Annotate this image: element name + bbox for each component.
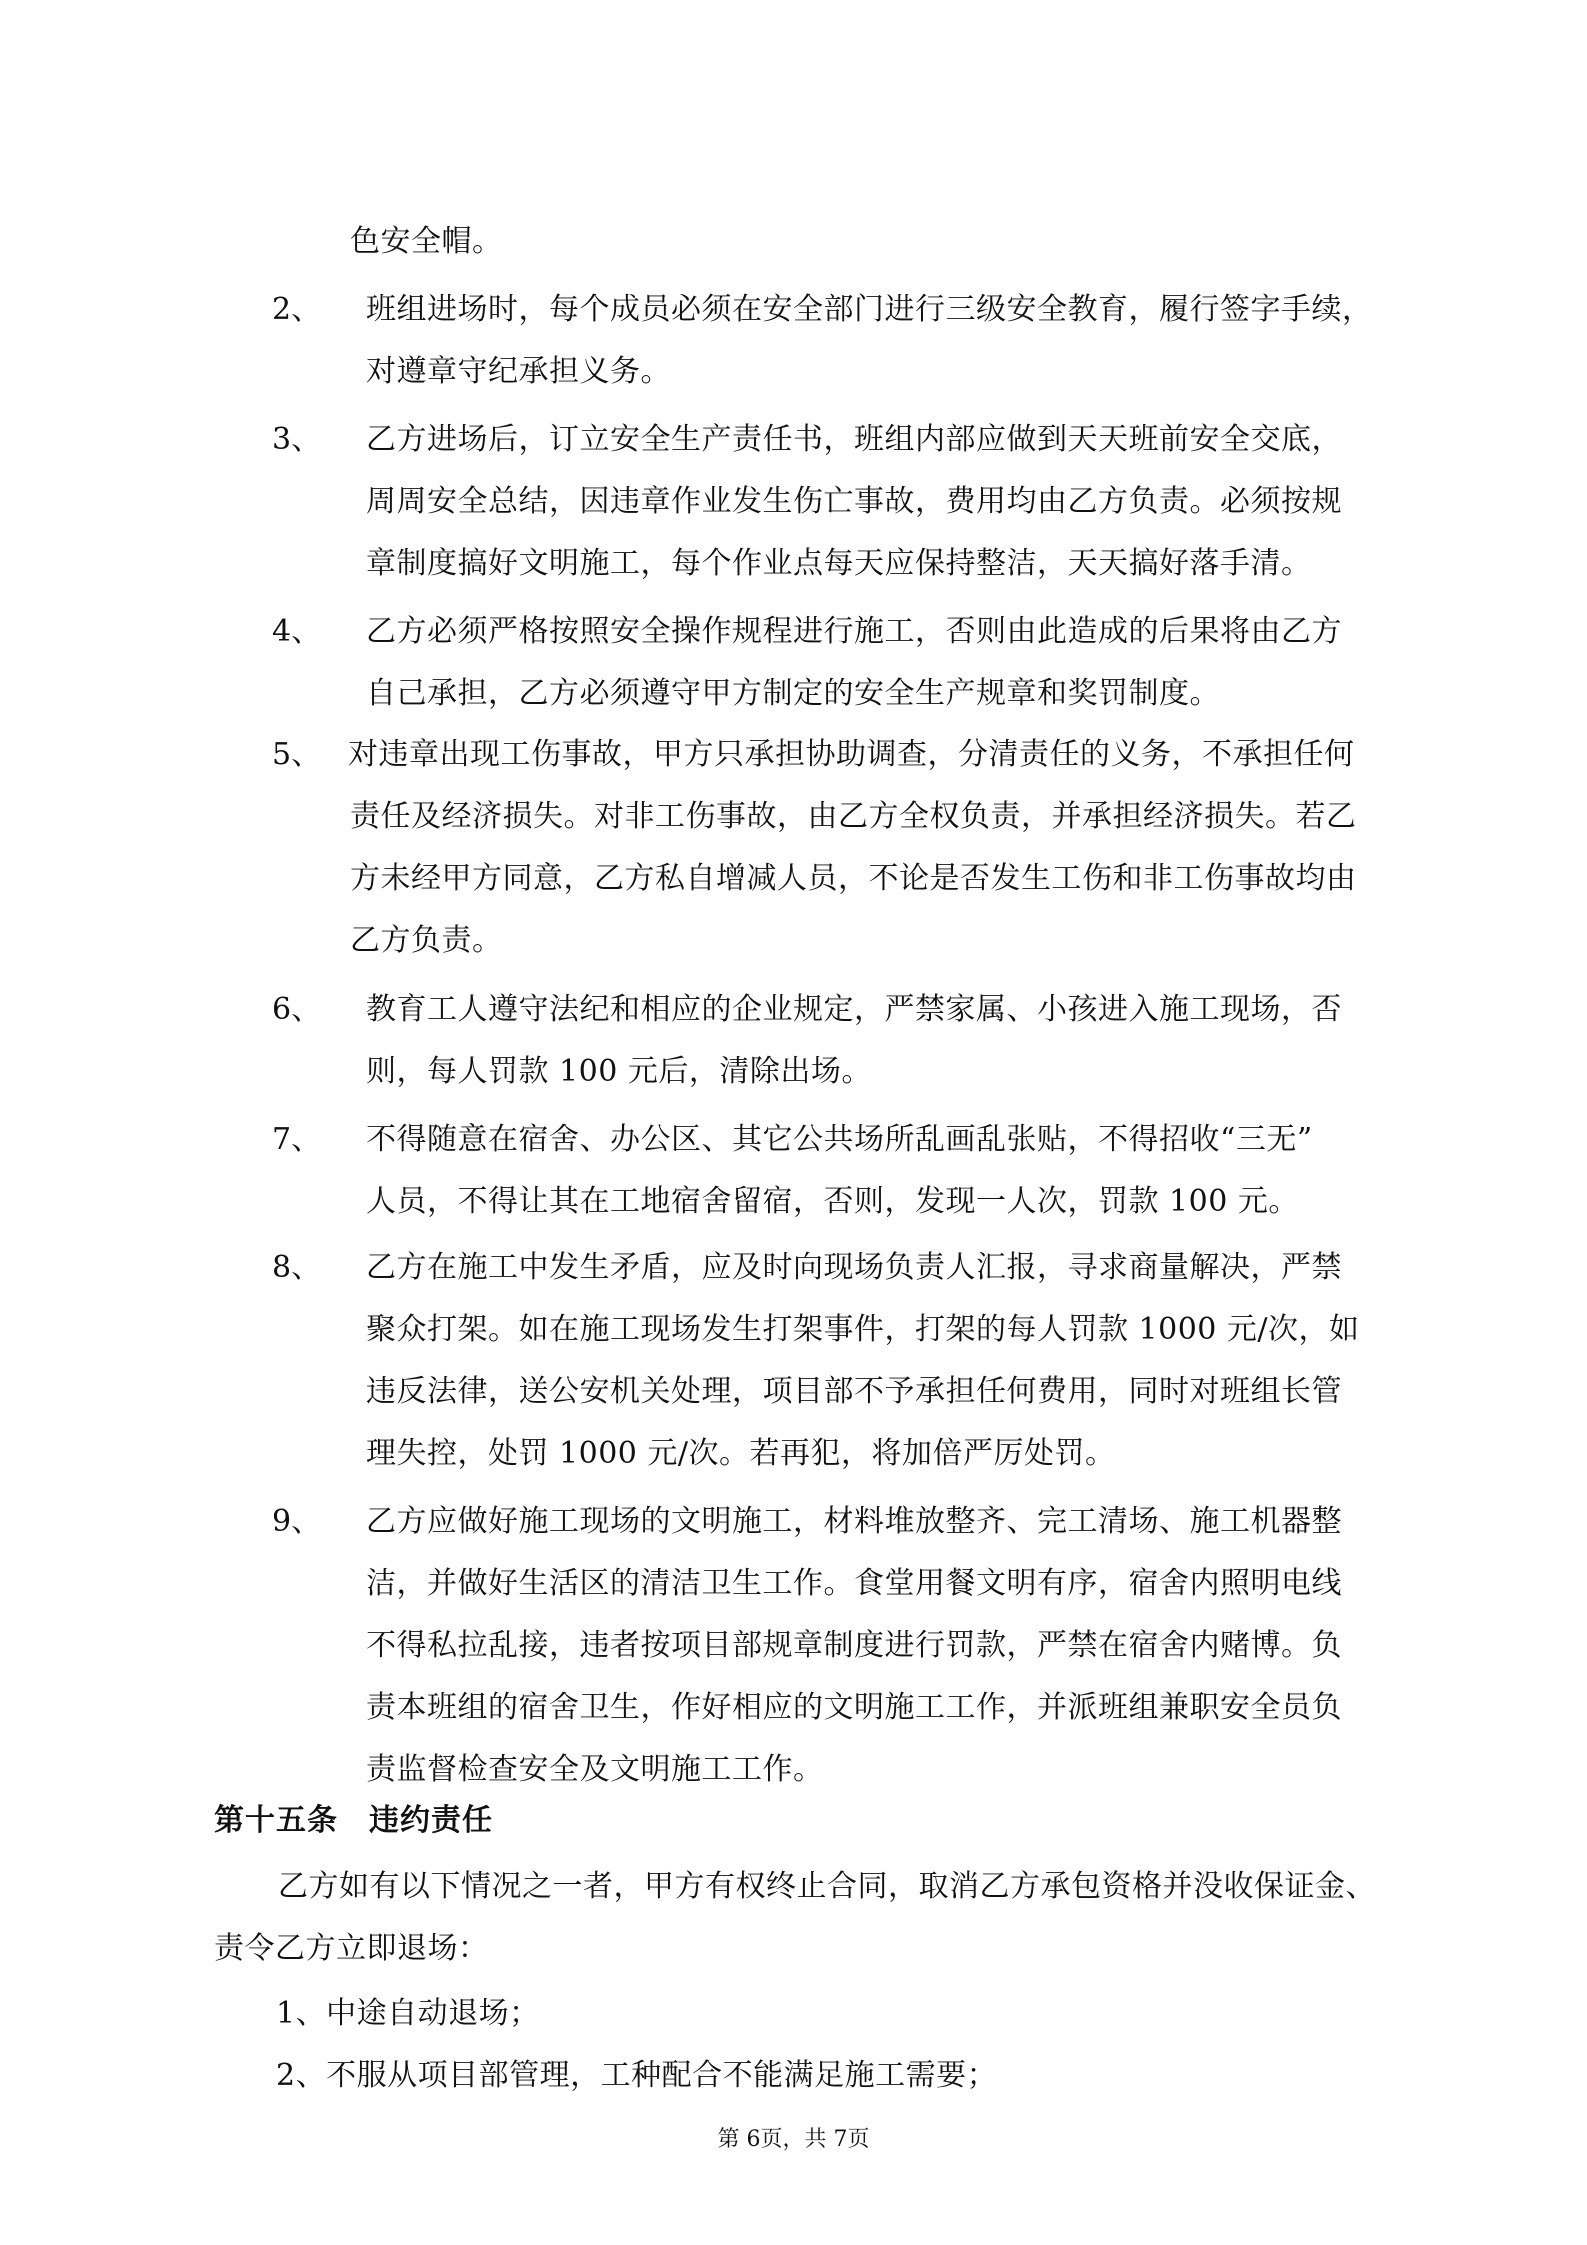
item-8-line-3: 违反法律，送公安机关处理，项目部不予承担任何费用，同时对班组长管 [366,1374,1342,1409]
item-3-number: 3、 [272,422,322,457]
item-6-line-2: 则，每人罚款 100 元后，清除出场。 [366,1054,872,1089]
item-8-line-4: 理失控，处罚 1000 元/次。若再犯，将加倍严厉处罚。 [366,1436,1116,1471]
section-intro-line-2: 责令乙方立即退场： [214,1931,489,1966]
item-3-line-3: 章制度搞好文明施工，每个作业点每天应保持整洁，天天搞好落手清。 [366,546,1312,581]
item-8-number: 8、 [272,1250,322,1285]
item-8-line-2: 聚众打架。如在施工现场发生打架事件，打架的每人罚款 1000 元/次，如 [366,1312,1360,1347]
item-7-line-2: 人员，不得让其在工地宿舍留宿，否则，发现一人次，罚款 100 元。 [366,1184,1299,1219]
section-intro-line-1: 乙方如有以下情况之一者，甲方有权终止合同，取消乙方承包资格并没收保证金、 [278,1869,1376,1904]
item-4-line-2: 自己承担，乙方必须遵守甲方制定的安全生产规章和奖罚制度。 [366,676,1220,711]
item-5-number: 5、 [272,737,322,772]
item-6-number: 6、 [272,992,322,1027]
item-9-line-3: 不得私拉乱接，违者按项目部规章制度进行罚款，严禁在宿舍内赌博。负 [366,1628,1342,1663]
item-9-line-2: 洁，并做好生活区的清洁卫生工作。食堂用餐文明有序，宿舍内照明电线 [366,1566,1342,1601]
item-7-line-1: 不得随意在宿舍、办公区、其它公共场所乱画乱张贴，不得招收“三无” [366,1122,1313,1157]
item-2-number: 2、 [272,292,322,327]
item-9-line-4: 责本班组的宿舍卫生，作好相应的文明施工工作，并派班组兼职安全员负 [366,1690,1342,1725]
section-heading: 第十五条 违约责任 [214,1803,493,1838]
item-4-line-1: 乙方必须严格按照安全操作规程进行施工，否则由此造成的后果将由乙方 [366,614,1342,649]
item-9-line-5: 责监督检查安全及文明施工工作。 [366,1752,824,1787]
item-2-line-1: 班组进场时，每个成员必须在安全部门进行三级安全教育，履行签字手续， [366,292,1373,327]
item-3-line-2: 周周安全总结，因违章作业发生伤亡事故，费用均由乙方负责。必须按规 [366,484,1342,519]
item-9-line-1: 乙方应做好施工现场的文明施工，材料堆放整齐、完工清场、施工机器整 [366,1504,1342,1539]
item-5-line-2: 责任及经济损失。对非工伤事故，由乙方全权负责，并承担经济损失。若乙 [350,799,1357,834]
item-7-number: 7、 [272,1122,322,1157]
item-3-line-1: 乙方进场后，订立安全生产责任书，班组内部应做到天天班前安全交底， [366,422,1342,457]
item-5-line-1: 对违章出现工伤事故，甲方只承担协助调查，分清责任的义务，不承担任何 [348,737,1355,772]
item-9-number: 9、 [272,1504,322,1539]
item-2-line-2: 对遵章守纪承担义务。 [366,354,671,389]
item-5-line-3: 方未经甲方同意，乙方私自增减人员，不论是否发生工伤和非工伤事故均由 [350,861,1357,896]
item-6-line-1: 教育工人遵守法纪和相应的企业规定，严禁家属、小孩进入施工现场，否 [366,992,1342,1027]
section-list-item-1: 1、中途自动退场； [276,1996,540,2031]
item-4-number: 4、 [272,614,322,649]
continuation-line: 色安全帽。 [350,224,503,259]
section-list-item-2: 2、不服从项目部管理，工种配合不能满足施工需要； [276,2058,998,2093]
item-8-line-1: 乙方在施工中发生矛盾，应及时向现场负责人汇报，寻求商量解决，严禁 [366,1250,1342,1285]
page-number-footer: 第 6页，共 7页 [717,2127,870,2152]
item-5-line-4: 乙方负责。 [350,923,503,958]
